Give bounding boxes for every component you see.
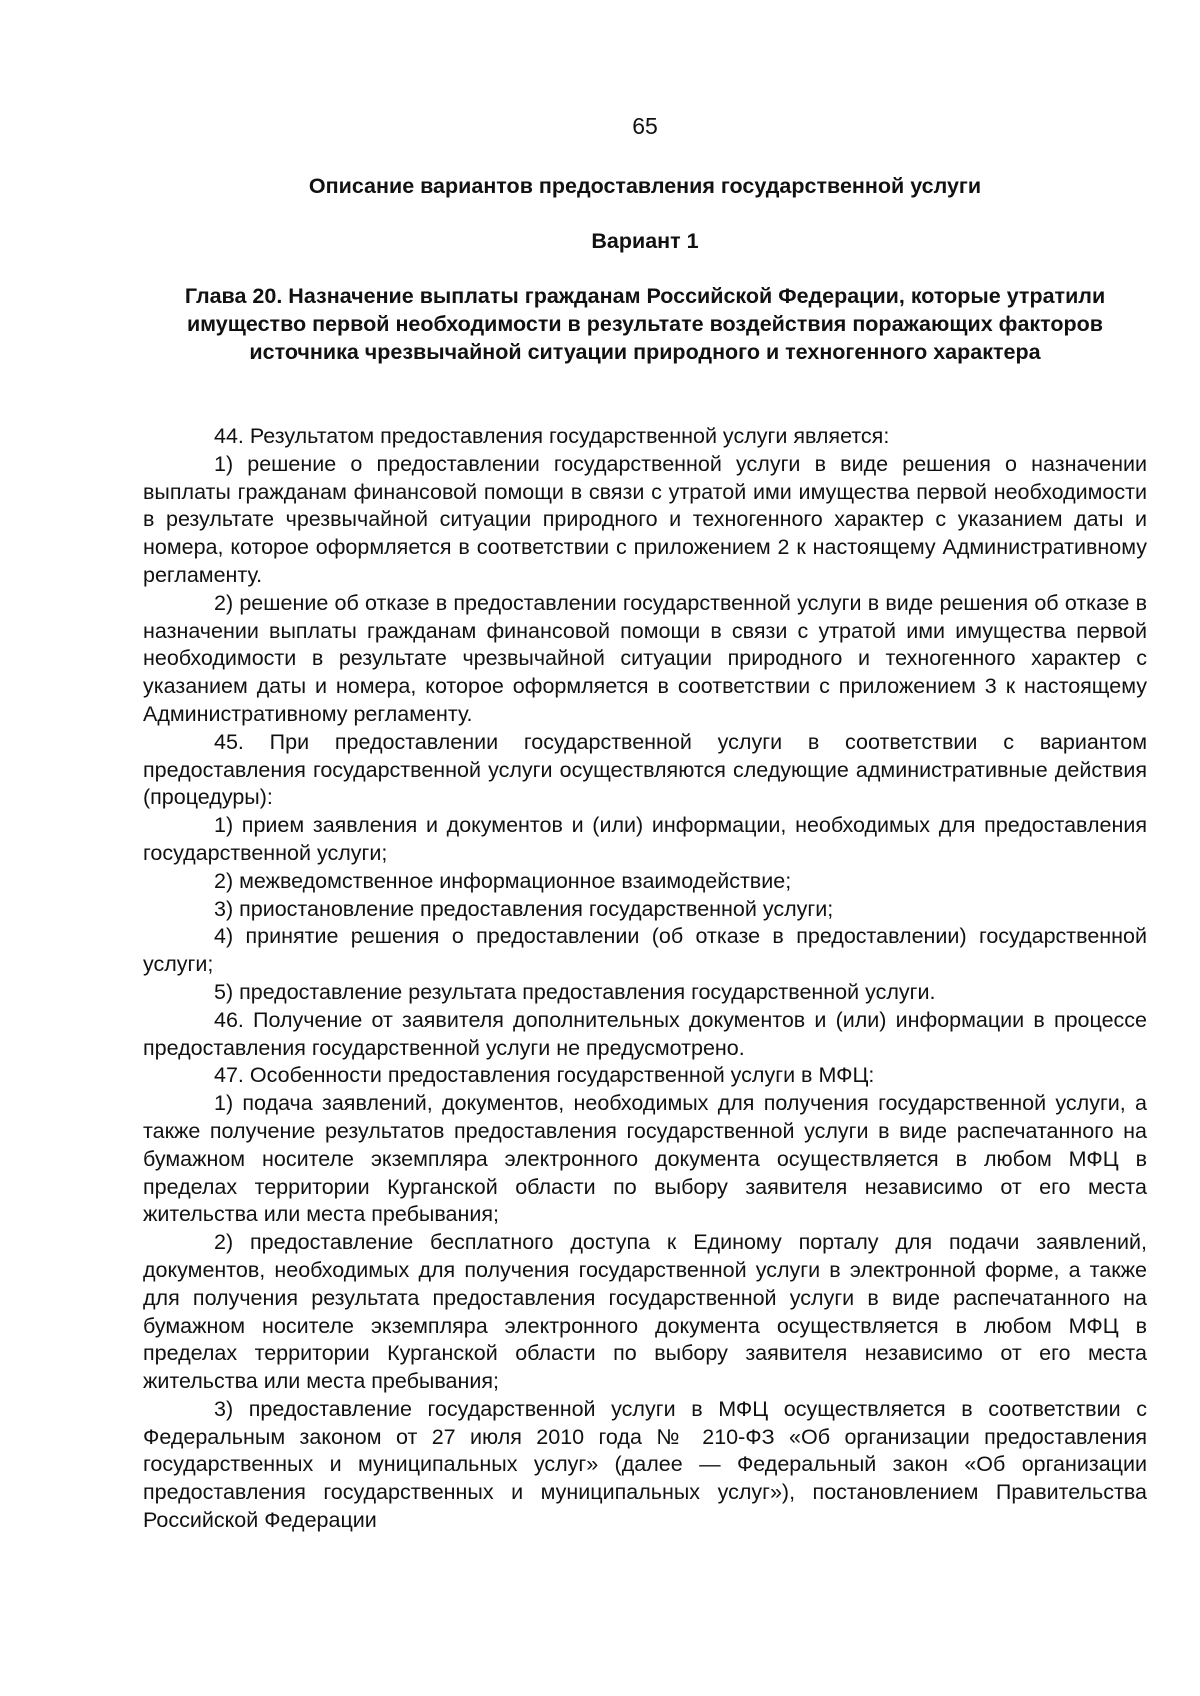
paragraph-45-item-1: 1) прием заявления и документов и (или) информации, необходимых для предоставления государственной услуги; <box>143 813 1147 865</box>
paragraph-47-item-3: 3) предоставление государственной услуги в МФЦ осуществляется в соответствии с Федеральным законом от 27 июля 2010 года № 210-ФЗ «Об организации предоставления государственных и муниципальных услуг» (далее — Федеральный закон «Об организации предоставления государственных и муниципальных услуг»), постановлением Правительства Российской Федерации <box>143 1396 1147 1533</box>
paragraph-44-item-2: 2) решение об отказе в предоставлении государственной услуги в виде решения об отказе в назначении выплаты гражданам финансовой помощи в связи с утратой ими имущества первой необходимости в результате чрезвычайной ситуации природного и техногенного характер с указанием даты и номера, которое оформляется в соответствии с приложением 3 к настоящему Административному регламенту. <box>143 590 1147 726</box>
paragraph-47-item-1: 1) подача заявлений, документов, необходимых для получения государственной услуги, а также получение результатов предоставления государственной услуги в виде распечатанного на бумажном носителе экземпляра электронного документа осуществляется в любом МФЦ в пределах территории Курганской области по выбору заявителя независимо от его места жительства или места пребывания; <box>143 1091 1147 1227</box>
paragraph-45-item-3: 3) приостановление предоставления государственной услуги; <box>214 896 834 921</box>
paragraph-45-item-4: 4) принятие решения о предоставлении (об отказе в предоставлении) государственной услуги; <box>143 924 1147 977</box>
section-title: Описание вариантов предоставления государственной услуги <box>308 174 982 198</box>
variant-title: Вариант 1 <box>591 229 699 253</box>
paragraph-45: 45. При предоставлении государственной услуги в соответствии с вариантом предоставления государственной услуги осуществляются следующие административные действия (процедуры): <box>143 729 1147 810</box>
paragraph-44: 44. Результатом предоставления государственной услуги является: <box>214 424 890 448</box>
paragraph-45-item-2: 2) межведомственное информационное взаимодействие; <box>214 868 792 893</box>
paragraph-47: 47. Особенности предоставления государственной услуги в МФЦ: <box>214 1063 875 1088</box>
paragraph-45-item-5: 5) предоставление результата предоставления государственной услуги. <box>214 979 936 1004</box>
page-number: 65 <box>632 113 658 139</box>
paragraph-44-item-1: 1) решение о предоставлении государственной услуги в виде решения о назначении выплаты гражданам финансовой помощи в связи с утратой ими имущества первой необходимости в результате чрезвычайной ситуации природного и техногенного характер с указанием даты и номера, которое оформляется в соответствии с приложением 2 к настоящему Административному регламенту. <box>143 451 1147 587</box>
paragraph-47-item-2: 2) предоставление бесплатного доступа к Единому порталу для подачи заявлений, документов, необходимых для получения государственной услуги в электронной форме, а также для получения результата предоставления государственной услуги в виде распечатанного на бумажном носителе экземпляра электронного документа осуществляется в любом МФЦ в пределах территории Курганской области по выбору заявителя независимо от его места жительства или места пребывания; <box>143 1230 1147 1394</box>
paragraph-46: 46. Получение от заявителя дополнительных документов и (или) информации в процессе предоставления государственной услуги не предусмотрено. <box>143 1007 1147 1060</box>
document-body <box>143 423 1147 1535</box>
chapter-title: Глава 20. Назначение выплаты гражданам Российской Федерации, которые утратили имущество первой необходимости в результате воздействия поражающих факторов источника чрезвычайной ситуации природного и техногенного характера <box>184 284 1106 364</box>
